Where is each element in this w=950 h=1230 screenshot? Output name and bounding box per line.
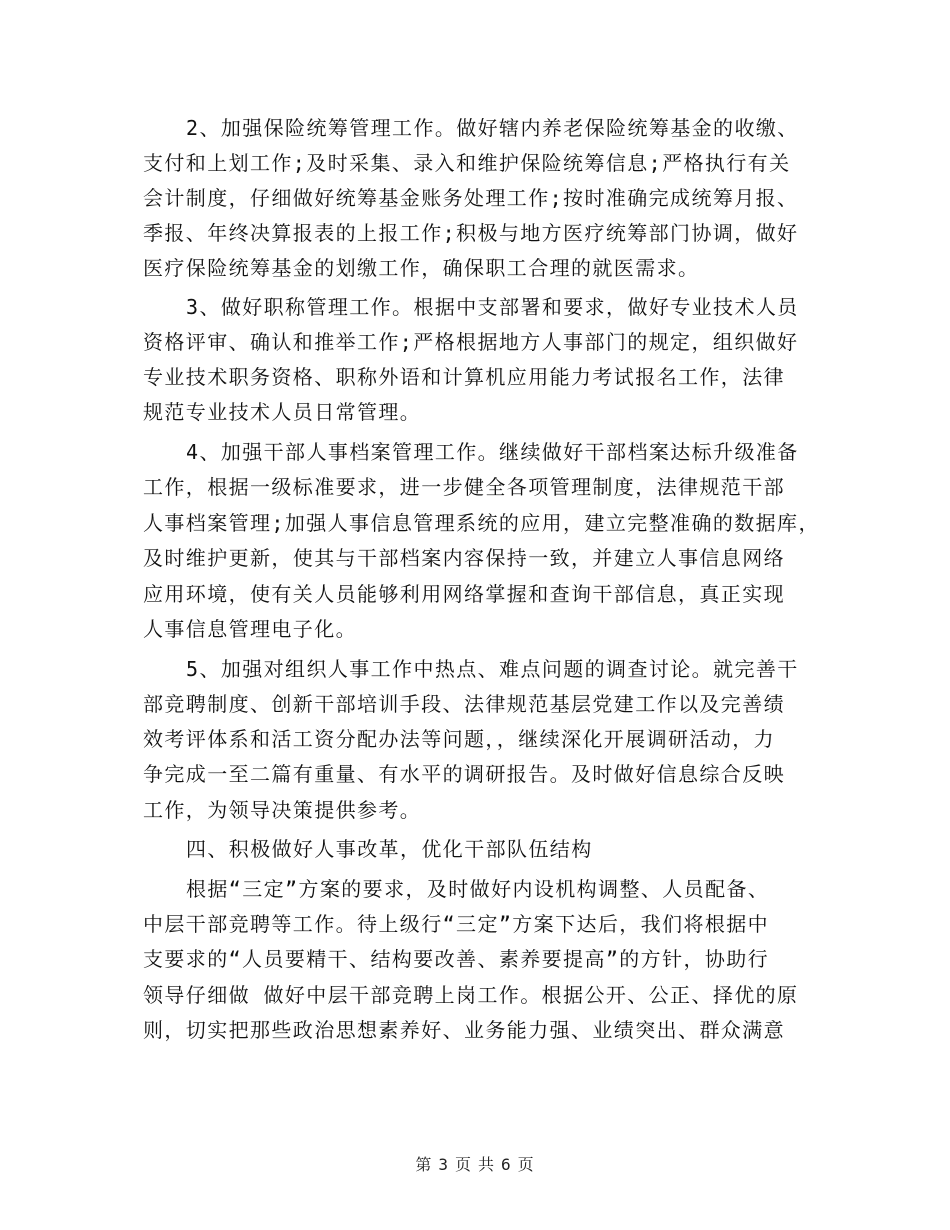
footer-page-word: 页 [454,1155,472,1174]
text-line: 人事信息管理电子化。 [143,617,357,641]
text-line: 及时维护更新，使其与干部档案内容保持一致，并建立人事信息网络 [143,546,785,570]
footer-suffix: 页 [517,1155,535,1174]
text-line: 2、加强保险统筹管理工作。做好辖内养老保险统筹基金的收缴、 [186,116,799,140]
text-line: 资格评审、确认和推举工作;严格根据地方人事部门的规定，组织做好 [143,330,799,354]
text-line: 医疗保险统筹基金的划缴工作，确保职工合理的就医需求。 [143,256,700,280]
footer-total-pages: 6 [501,1155,512,1174]
page-number-footer [0,1152,950,1175]
text-line: 规范专业技术人员日常管理。 [143,400,422,424]
text-line: 4、加强干部人事档案管理工作。继续做好干部档案达标升级准备 [186,440,799,464]
footer-current-page: 3 [438,1155,449,1174]
text-line: 部竞聘制度、创新干部培训手段、法律规范基层党建工作以及完善绩 [143,692,785,716]
section-heading: 四、积极做好人事改革，优化干部队伍结构 [186,837,593,861]
text-line: 则，切实把那些政治思想素养好、业务能力强、业绩突出、群众满意 [143,1018,785,1042]
text-line: 中层干部竞聘等工作。待上级行“三定”方案下达后，我们将根据中 [143,912,770,936]
text-line: 专业技术职务资格、职称外语和计算机应用能力考试报名工作，法律 [143,365,785,389]
text-line: 根据“三定”方案的要求，及时做好内设机构调整、人员配备、 [186,877,770,901]
text-line: 支要求的“人员要精干、结构要改善、素养要提高”的方针，协助行 [143,947,770,971]
text-line: 3、做好职称管理工作。根据中支部署和要求，做好专业技术人员 [186,295,799,319]
footer-total-word: 共 [478,1155,496,1174]
text-line: 应用环境，使有关人员能够利用网络掌握和查询干部信息，真正实现 [143,582,785,606]
text-line: 工作，根据一级标准要求，进一步健全各项管理制度，法律规范干部 [143,475,785,499]
text-line: 争完成一至二篇有重量、有水平的调研报告。及时做好信息综合反映 [143,762,785,786]
text-line: 效考评体系和活工资分配办法等问题，，继续深化开展调研活动，力 [143,727,775,751]
text-line: 人事档案管理;加强人事信息管理系统的应用，建立完整准确的数据库， [143,511,820,535]
text-line: 支付和上划工作;及时采集、录入和维护保险统筹信息;严格执行有关 [143,151,791,175]
text-line: 5、加强对组织人事工作中热点、难点问题的调查讨论。就完善干 [186,657,799,681]
text-line: 工作，为领导决策提供参考。 [143,798,422,822]
text-line: 领导仔细做 做好中层干部竞聘上岗工作。根据公开、公正、择优的原 [143,983,799,1007]
text-line: 季报、年终决算报表的上报工作;积极与地方医疗统筹部门协调，做好 [143,221,799,245]
footer-prefix: 第 [415,1155,433,1174]
text-line: 会计制度，仔细做好统筹基金账务处理工作;按时准确完成统筹月报、 [143,186,799,210]
